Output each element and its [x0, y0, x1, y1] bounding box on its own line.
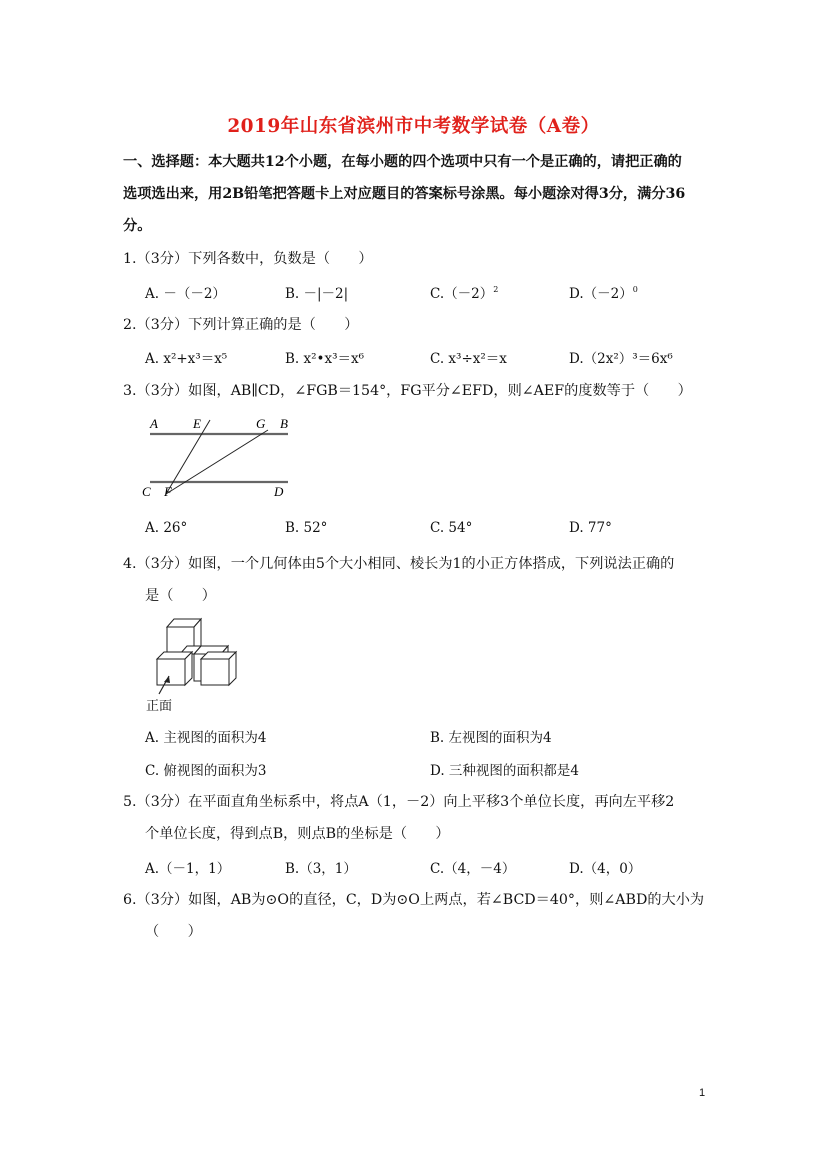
- q4-option-d: D. 三种视图的面积都是4: [430, 763, 580, 779]
- label-b: B: [280, 416, 288, 431]
- label-d: D: [274, 484, 284, 499]
- q5-option-c: C.（4，－4）: [430, 861, 516, 877]
- section-instructions-line2: 选项选出来，用2B铅笔把答题卡上对应题目的答案标号涂黑。每小题涂对得3分，满分36: [123, 186, 686, 202]
- label-a: A: [150, 416, 158, 431]
- q4-option-c: C. 俯视图的面积为3: [145, 763, 267, 779]
- q2-option-d: D.（2x²）³＝6x⁶: [569, 351, 673, 367]
- q1-option-c: $C.(-2)^2$: [430, 285, 499, 302]
- q3-option-d: D. 77°: [569, 520, 612, 536]
- label-f: F: [164, 484, 172, 499]
- q3-option-b: B. 52°: [285, 520, 328, 536]
- question-5-stem-line2: 个单位长度，得到点B，则点B的坐标是（ ）: [145, 826, 450, 842]
- section-instructions-line3: 分。: [123, 218, 152, 234]
- question-6-stem-line2: （ ）: [145, 924, 202, 940]
- section-instructions-line1: 一、选择题：本大题共12个小题，在每小题的四个选项中只有一个是正确的，请把正确的: [123, 154, 682, 170]
- label-e: E: [193, 416, 201, 431]
- q3-option-c: C. 54°: [430, 520, 473, 536]
- q1-option-a: A. －（－2）: [145, 286, 226, 302]
- q5-option-b: B.（3，1）: [285, 861, 357, 877]
- q4-option-b: B. 左视图的面积为4: [430, 730, 552, 746]
- page-number: 1: [699, 1087, 706, 1099]
- q4-option-a: A. 主视图的面积为4: [145, 730, 267, 746]
- question-4-stem-line2: 是（ ）: [145, 588, 216, 604]
- q3-option-a: A. 26°: [145, 520, 188, 536]
- line-fg: [166, 430, 268, 494]
- parallel-lines-figure: [138, 412, 298, 504]
- question-1-stem: 1.（3分）下列各数中，负数是（ ）: [123, 251, 373, 267]
- page-title: 2019年山东省滨州市中考数学试卷（A卷）: [227, 116, 600, 137]
- q2-option-a: A. x²+x³＝x⁵: [145, 351, 228, 367]
- label-g: G: [256, 416, 266, 431]
- q1-option-d: $D.(-2)^0$: [569, 285, 638, 302]
- q2-option-c: C. x³÷x²＝x: [430, 351, 507, 367]
- question-5-stem-line1: 5.（3分）在平面直角坐标系中，将点A（1，－2）向上平移3个单位长度，再向左平移2: [123, 794, 675, 810]
- q5-option-a: A.（－1，1）: [145, 861, 231, 877]
- question-3-stem: 3.（3分）如图，AB∥CD，∠FGB＝154°，FG平分∠EFD，则∠AEF的度数等于（ ）: [123, 383, 692, 399]
- question-2-stem: 2.（3分）下列计算正确的是（ ）: [123, 317, 359, 333]
- question-4-stem-line1: 4.（3分）如图，一个几何体由5个大小相同、棱长为1的小正方体搭成，下列说法正确的: [123, 556, 675, 572]
- label-c: C: [142, 484, 151, 499]
- q2-option-b: B. x²•x³＝x⁶: [285, 351, 365, 367]
- front-view-label: 正面: [146, 699, 173, 714]
- q1-option-b: B. －|－2|: [285, 286, 349, 302]
- question-6-stem-line1: 6.（3分）如图，AB为⊙O的直径，C，D为⊙O上两点，若∠BCD＝40°，则∠ABD的大小为: [123, 892, 705, 908]
- q5-option-d: D.（4，0）: [569, 861, 642, 877]
